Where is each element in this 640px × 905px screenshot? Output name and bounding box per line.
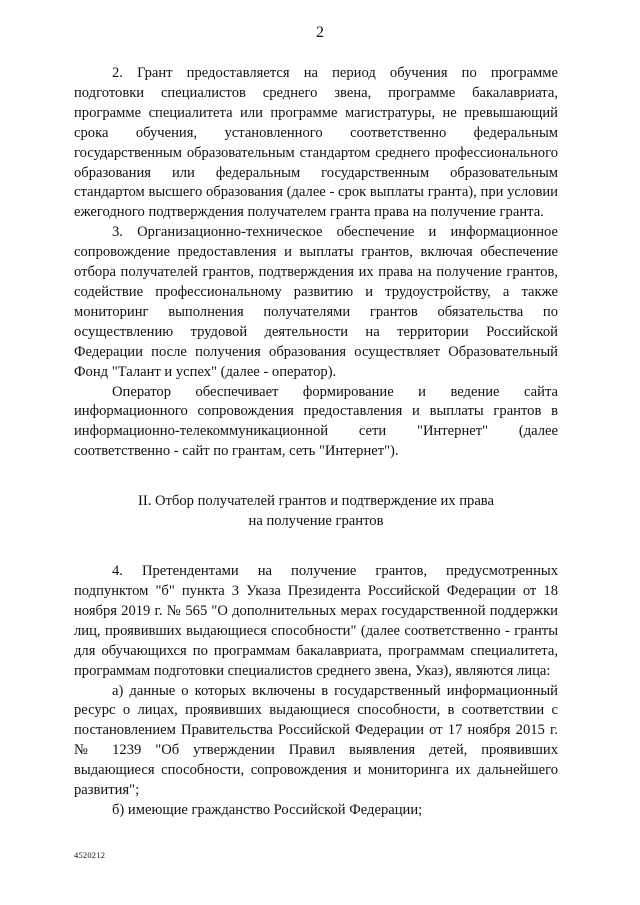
section-heading: [74, 492, 558, 531]
section-heading-line-1: II. Отбор получателей грантов и подтверждение их права: [138, 493, 494, 510]
paragraph-4-applicants: 4. Претендентами на получение грантов, предусмотренных подпунктом "б" пункта 3 Указа Президента Российской Федерации от 18 ноября 2019 г. № 565 "О дополнительных мерах государственной поддержки лиц, проявивших выдающиеся способности" (далее соответственно - гранты для обучающихся по программам бакалавриата, программам специалитета, программам подготовки специалистов среднего звена, Указ), являются лица:: [74, 563, 558, 679]
section-heading-line-2: на получение грантов: [248, 512, 384, 529]
list-item-a: а) данные о которых включены в государственный информационный ресурс о лицах, проявивших выдающиеся способности, в соответствии с постановлением Правительства Российской Федерации от 17 ноября 2015 г. № 1239 "Об утверждении Правил выявления детей, проявивших выдающиеся способности, сопровождения и мониторинга их дальнейшего развития";: [74, 682, 558, 799]
paragraph-operator-website: Оператор обеспечивает формирование и ведение сайта информационного сопровождения предоставления и выплаты грантов в информационно-телекоммуникационной сети "Интернет" (далее соответственно - сайт по грантам, сеть "Интернет").: [74, 383, 558, 460]
footer-document-code: 4520212: [74, 850, 106, 860]
document-body: [74, 64, 558, 821]
paragraph-3-operator-support: 3. Организационно-техническое обеспечение и информационное сопровождение предоставления и выплаты грантов, включая обеспечение отбора получателей грантов, подтверждения их права на получение грантов, содействие профессиональному развитию и трудоустройству, а также мониторинг выполнения получателями грантов обязательства по осуществлению трудовой деятельности на территории Российской Федерации после получения образования осуществляет Образовательный Фонд "Талант и успех" (далее - оператор).: [74, 224, 558, 380]
list-item-b: б) имеющие гражданство Российской Федерации;: [112, 802, 423, 818]
paragraph-2-grant-period: 2. Грант предоставляется на период обучения по программе подготовки специалистов среднего звена, программе бакалавриата, программе специалитета или программе магистратуры, не превышающий срока обучения, установленного соответственно федеральным государственным образовательным стандартом среднего профессионального образования или федеральным государственным образовательным стандартом высшего образования (далее - срок выплаты гранта), при условии ежегодного подтверждения получателем гранта права на получение гранта.: [74, 65, 558, 221]
page-number: 2: [316, 24, 324, 41]
